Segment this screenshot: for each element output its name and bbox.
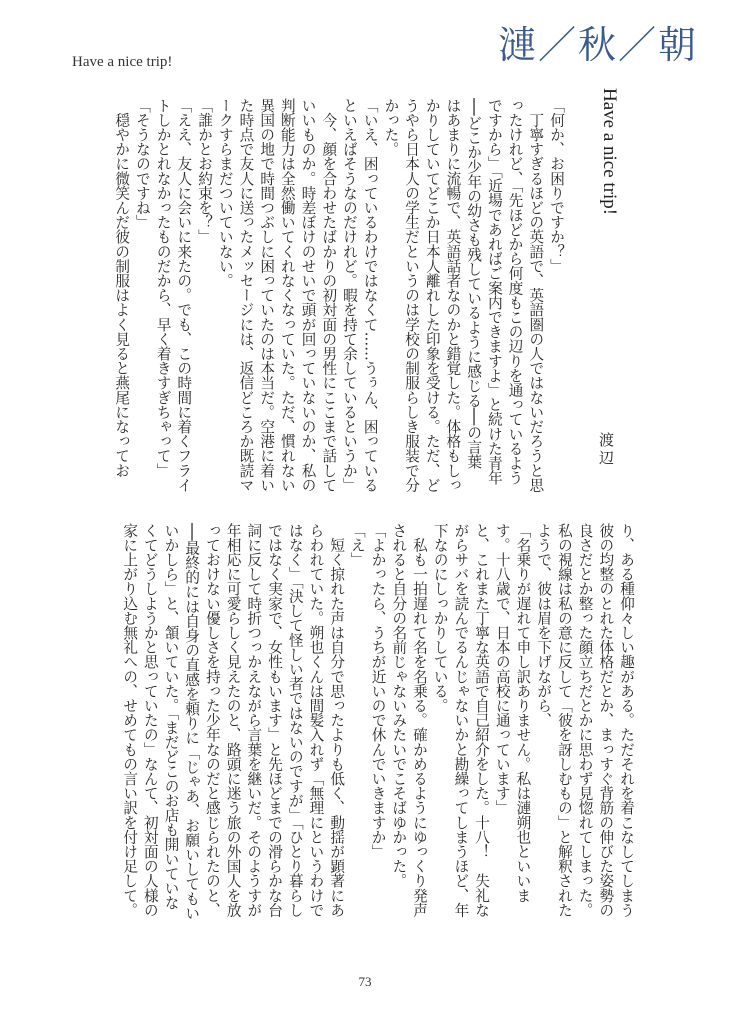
text-line: いいものか。時差ぼけのせいで頭が回っていないのか、私の [299,98,317,492]
text-line: といえばそうなのだけれど。暇を持て余しているというか」 [340,98,358,492]
text-line: 穏やかに微笑んだ彼の制服はよく見ると燕尾になってお [113,98,131,478]
text-line: ークすらまだついていない。 [216,98,234,288]
text-line: 「よかったら、うちが近いので休んでいきますか」 [369,523,387,859]
text-line: 年相応に可愛らしく見えたのと、路頭に迷う旅の外国人を放 [224,523,242,918]
author-name: 渡辺 [597,432,615,468]
text-line: トしかとれなかったものだから、早く着きすぎちゃって」 [154,98,172,478]
text-line: かりしていてどこか日本人離れした印象を受ける。ただ、ど [423,98,441,492]
text-line: ったけれど、「先ほどから何度もこの辺りを通っているよう [506,98,524,485]
text-line: がらサバを読んでるんじゃないかと勘繰ってしまうほど、年 [452,523,470,918]
text-line: す。十八歳で、日本の高校に通っています」 [493,523,511,815]
text-line: 私も一拍遅れて名を名乗る。確かめるようにゆっくり発声 [410,523,428,918]
text-line: ですから」「近場であればご案内できますよ」と続けた青年 [485,98,503,485]
text-line: 「何か、お困りですか？」 [548,98,565,274]
text-line: 異国の地で時間つぶしに困っていたのは本当だ。空港に着い [258,98,276,492]
text-line: 詞に反して時折つっかえながら言葉を継いだ。そのようすが [245,523,263,918]
text-line: 私の視線は私の意に反して「彼を訝しむもの」と解釈された [555,523,573,918]
text-line: 「名乗りが遅れて申し訳ありません。私は漣朔也といいま [514,523,532,903]
text-line: 「誰かとお約束を？」 [196,98,214,244]
text-line: かった。 [382,98,400,157]
text-line: っておけない優しさを持った少年なのだと感じられたのと、 [203,523,221,918]
text-line: いかしら」と、頷いていた。「まだどこのお店も開いていな [162,523,180,910]
book-title: 漣／秋／朝 [497,23,698,67]
text-line: はなく」「決して怪しい者ではないのですが」「ひとり暮らし [286,523,304,918]
text-block-bottom [66,523,636,949]
text-block-top [66,98,566,492]
text-line: 「ええ、友人に会いに来たの。でも、この時間に着くフライ [175,98,193,492]
text-line: 今、顔を合わせたばかりの初対面の男性にここまで話して [320,98,338,492]
text-line: ではなく実家で、女性もいます」と先ほどまでの滑らかな台 [266,523,284,918]
running-header: Have a nice trip! [72,54,173,70]
text-line: されると自分の名前じゃないみたいでこそばゆかった。 [390,523,408,888]
text-line: と、これまた丁寧な英語で自己紹介をした。十八！ 失礼な [473,523,491,918]
text-line: 彼の均整のとれた体格だとか、まっすぐ背筋の伸びた姿勢の [597,523,615,918]
text-line: た時点で友人に送ったメッセージには、返信どころか既読マ [237,98,255,492]
text-line: 家に上がり込む無礼への、せめてもの言い訳を付け足して。 [121,523,139,918]
text-line: はあまりに流暢で、英語話者なのかと錯覚した。体格もしっ [444,98,462,492]
text-line: ──どこか少年の幼さも残しているように感じる──の言葉 [465,98,483,469]
text-line: り、ある種仰々しい趣がある。ただそれを着こなしてしまう [618,523,635,918]
text-line: らわれていた。朔也くんは間髪入れず「無理にというわけで [307,523,325,918]
text-line: ──最終的には自身の直感を頼りに「じゃあ、お願いしてもい [183,523,201,921]
text-line: 下なのにしっかりしている。 [431,523,449,713]
text-line: 丁寧すぎるほどの英語で、英語圏の人ではないだろうと思 [527,98,545,492]
text-line: 短く掠れた声は自分で思ったよりも低く、動揺が顕著にあ [328,523,346,918]
text-line: 「いえ、困っているわけではなくて……うぅん、困っている [361,98,379,492]
text-line: 良さだとか整った顔立ちだとかに思わず見惚れてしまった。 [576,523,594,918]
story-title: Have a nice trip! [599,88,620,216]
text-line: 「そうなのですね」 [133,98,151,230]
text-line: 「え」 [348,523,366,567]
text-line: くてどうしようかと思っていたの」なんて、初対面の人様の [141,523,159,918]
text-line: うやら日本人の学生だというのは学校の制服らしき服装で分 [403,98,421,492]
text-line: ようで、彼は眉を下げながら、 [535,523,553,728]
page-number: 73 [358,974,372,989]
text-line: 判断能力は全然働いてくれなくなっていた。ただ、慣れない [278,98,296,492]
